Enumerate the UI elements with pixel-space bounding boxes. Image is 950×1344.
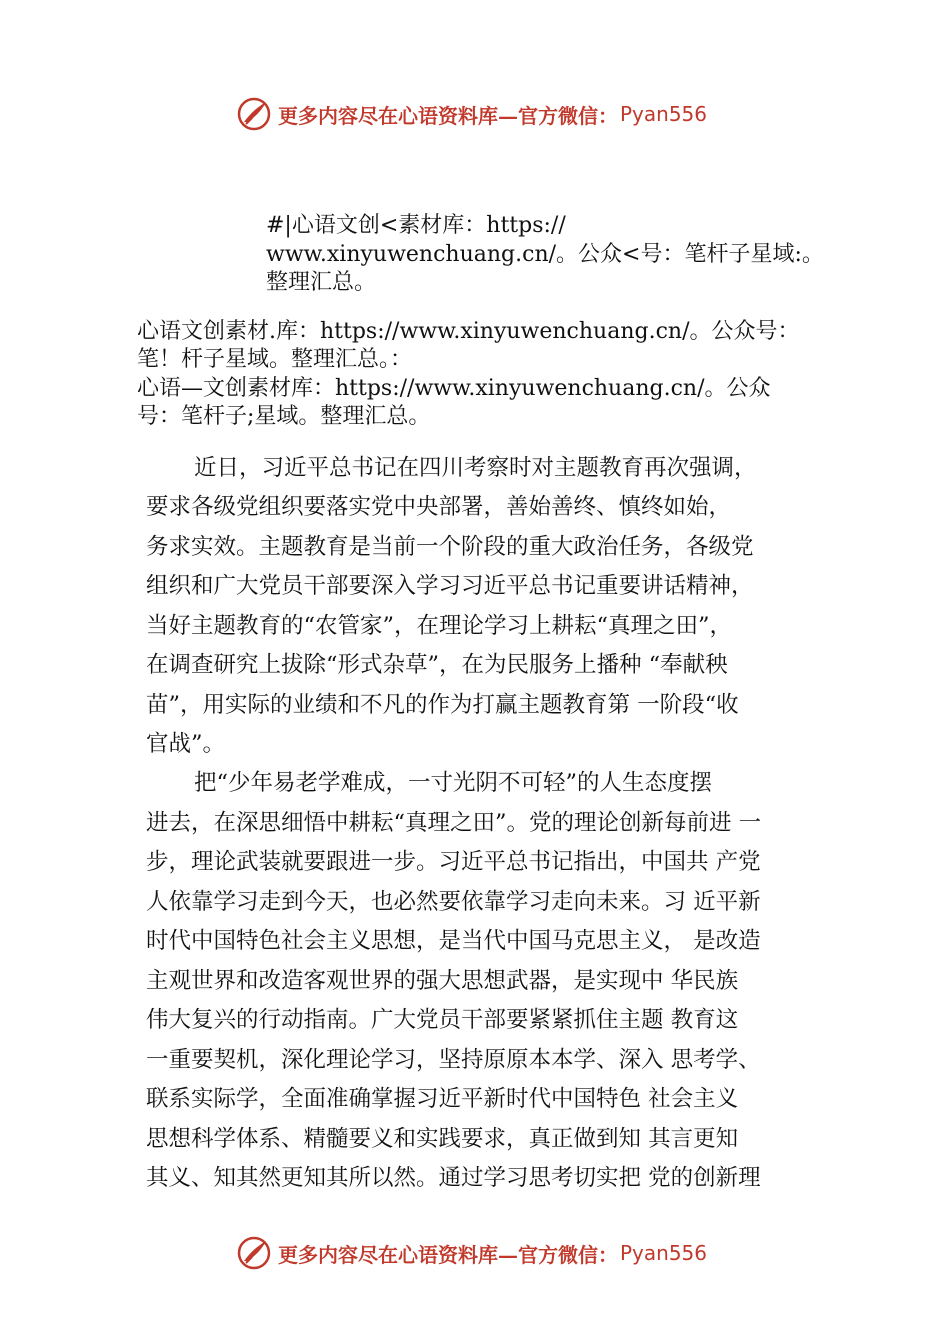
notice-line-1: #|心语文创<素材库：https:// (266, 213, 566, 238)
para2-line-3: 步，理论武装就要跟进一步。习近平总书记指出，中国共 产党 (146, 849, 761, 875)
para2-line-5: 时代中国特色社会主义思想，是当代中国马克思主义， 是改造 (146, 928, 761, 954)
para2-line-8: 一重要契机，深化理论学习，坚持原原本本学、深入 思考学、 (146, 1047, 761, 1073)
notice2-line-2: 笔！杆子星域。整理汇总。： (137, 347, 413, 372)
para1-line-1: 近日，习近平总书记在四川考察时对主题教育再次强调， (194, 455, 757, 481)
para1-line-2: 要求各级党组织要落实党中央部署，善始善终、慎终如始， (146, 494, 732, 520)
para1-line-8: 官战”。 (146, 731, 226, 757)
banner-text: 更多内容尽在心语资料库—官方微信： (278, 1242, 618, 1267)
para1-line-4: 组织和广大党员干部要深入学习习近平总书记重要讲话精神， (146, 573, 754, 599)
notice-line-2: www.xinyuwenchuang.cn/。公众<号：笔杆子星域:。 (266, 242, 824, 267)
para2-line-11: 其义、知其然更知其所以然。通过学习思考切实把 党的创新理 (146, 1165, 761, 1191)
notice2-line-3: 心语—文创素材库：https://www.xinyuwenchuang.cn/。公众 (137, 376, 771, 401)
para2-line-9: 联系实际学，全面准确掌握习近平新时代中国特色 社会主义 (146, 1086, 739, 1112)
para1-line-5: 当好主题教育的“农管家”，在理论学习上耕耘“真理之田”， (146, 613, 733, 639)
para2-line-4: 人依靠学习走到今天，也必然要依靠学习走向未来。习 近平新 (146, 889, 761, 915)
notice-line-3: 整理汇总。 (266, 270, 377, 295)
notice2-line-1: 心语文创素材.库：https://www.xinyuwenchuang.cn/。公众号： (137, 319, 800, 344)
para2-line-7: 伟大复兴的行动指南。广大党员干部要紧紧抓住主题 教育这 (146, 1007, 739, 1033)
para2-line-1: 把“少年易老学难成，一寸光阴不可轻”的人生态度摆 (194, 770, 713, 796)
header-banner (236, 94, 707, 134)
para1-line-6: 在调查研究上拔除“形式杂草”，在为民服务上播种 “奉献秧 (146, 652, 728, 678)
para2-line-10: 思想科学体系、精髓要义和实践要求，真正做到知 其言更知 (146, 1126, 739, 1152)
notice2-line-4: 号：笔杆子;星域。整理汇总。 (137, 404, 431, 429)
quill-logo-icon (236, 96, 272, 132)
para1-line-3: 务求实效。主题教育是当前一个阶段的重大政治任务，各级党 (146, 534, 754, 560)
footer-banner (236, 1233, 707, 1273)
banner-wechat-id: Pyan556 (620, 1241, 708, 1265)
para1-line-7: 苗”，用实际的业绩和不凡的作为打赢主题教育第 一阶段“收 (146, 692, 739, 718)
para2-line-2: 进去，在深思细悟中耕耘“真理之田”。党的理论创新每前进 一 (146, 810, 762, 836)
banner-wechat-id: Pyan556 (620, 102, 708, 126)
banner-text: 更多内容尽在心语资料库—官方微信： (278, 103, 618, 128)
para2-line-6: 主观世界和改造客观世界的强大思想武器，是实现中 华民族 (146, 968, 739, 994)
quill-logo-icon (236, 1235, 272, 1271)
